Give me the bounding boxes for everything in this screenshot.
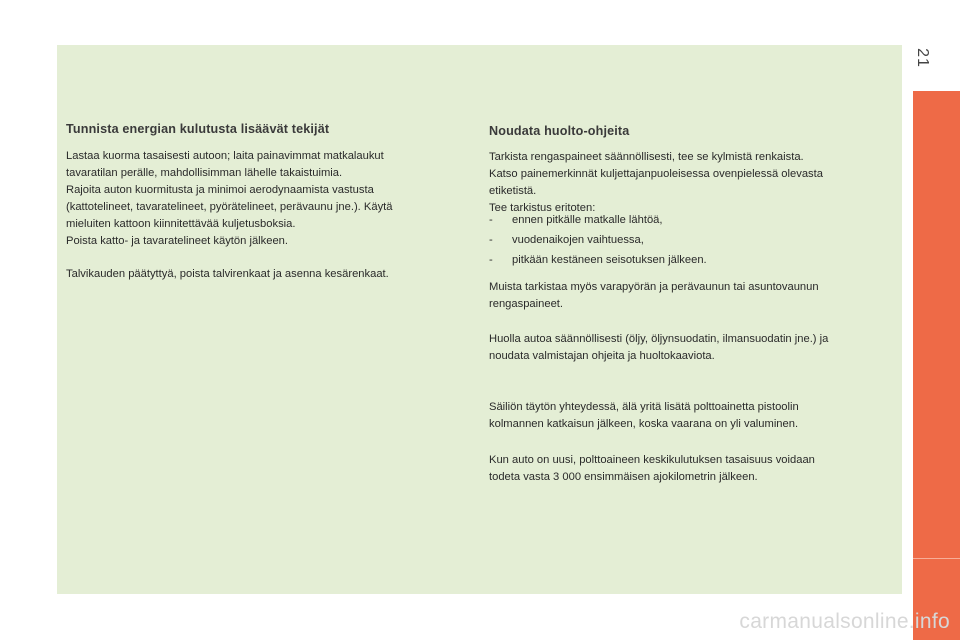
left-column — [66, 45, 461, 283]
left-paragraph-1: Lastaa kuorma tasaisesti autoon; laita painavimmat matkalaukut tavaratilan perälle, mahdollisimman lähelle takaistuimia. Rajoita auton kuormitusta ja minimoi aerodynaamista vastusta (kattotelineet, tavaratelineet, pyörätelineet, perävaunu jne.). Käytä mieluiten kattoon kiinnitettävää kuljetusboksia. Poista katto- ja tavaratelineet käytön jälkeen. — [66, 150, 393, 247]
side-tab-divider — [913, 558, 960, 559]
right-heading: Noudata huolto-ohjeita — [489, 124, 630, 138]
right-paragraph-2: Muista tarkistaa myös varapyörän ja perävaunun tai asuntovaunun rengaspaineet. — [489, 281, 819, 310]
content-panel — [57, 45, 902, 594]
list-item: - vuodenaikojen vaihtuessa, — [489, 230, 894, 250]
right-paragraph-5: Kun auto on uusi, polttoaineen keskikulutuksen tasaisuus voidaan todeta vasta 3 000 ensimmäisen ajokilometrin jälkeen. — [489, 454, 815, 483]
left-heading: Tunnista energian kulutusta lisäävät tekijät — [66, 122, 330, 136]
watermark: carmanualsonline.info — [739, 610, 950, 633]
right-paragraph-1: Tarkista rengaspaineet säännöllisesti, tee se kylmistä renkaista. Katso painemerkinnät kuljettajanpuoleisessa ovenpielessä olevasta etiketistä. Tee tarkistus eritoten: — [489, 151, 823, 214]
list-item: - pitkään kestäneen seisotuksen jälkeen. — [489, 250, 894, 270]
list-item: - ennen pitkälle matkalle lähtöä, — [489, 210, 894, 230]
left-paragraph-2: Talvikauden päätyttyä, poista talvirenkaat ja asenna kesärenkaat. — [66, 268, 389, 280]
check-list — [489, 210, 894, 270]
right-paragraph-4: Säiliön täytön yhteydessä, älä yritä lisätä polttoainetta pistoolin kolmannen katkaisun jälkeen, koska vaarana on yli valuminen. — [489, 401, 799, 430]
page-number: 21 — [914, 48, 931, 68]
right-column — [489, 45, 894, 486]
chapter-side-tab — [913, 91, 960, 640]
right-paragraph-3: Huolla autoa säännöllisesti (öljy, öljynsuodatin, ilmansuodatin jne.) ja noudata valmistajan ohjeita ja huoltokaaviota. — [489, 333, 829, 362]
